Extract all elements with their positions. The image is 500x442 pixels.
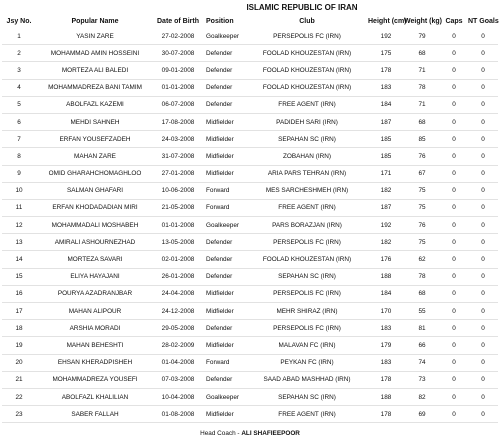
cell-jsy: 4 [2, 79, 36, 96]
cell-weight: 78 [404, 268, 440, 285]
cell-name: MOHAMMADREZA BANI TAMIM [36, 79, 154, 96]
cell-name: ABOLFAZL KAZEMI [36, 96, 154, 113]
cell-position: Forward [202, 199, 246, 216]
cell-nt-goals: 0 [468, 285, 498, 302]
cell-name: OMID GHARAHCHOMAGHLOO [36, 165, 154, 182]
cell-caps: 0 [440, 148, 468, 165]
cell-weight: 74 [404, 354, 440, 371]
cell-height: 183 [368, 320, 404, 337]
cell-club: MEHR SHIRAZ (IRN) [246, 303, 368, 320]
cell-position: Midfielder [202, 148, 246, 165]
cell-name: ERFAN YOUSEFZADEH [36, 131, 154, 148]
cell-height: 182 [368, 234, 404, 251]
cell-height: 192 [368, 217, 404, 234]
cell-position: Midfielder [202, 165, 246, 182]
cell-caps: 0 [440, 62, 468, 79]
cell-height: 188 [368, 268, 404, 285]
cell-dob: 26-01-2008 [154, 268, 202, 285]
cell-club: PERSEPOLIS FC (IRN) [246, 234, 368, 251]
table-row [2, 303, 498, 320]
cell-caps: 0 [440, 388, 468, 405]
cell-name: MEHDI SAHNEH [36, 113, 154, 130]
cell-nt-goals: 0 [468, 251, 498, 268]
cell-nt-goals: 0 [468, 217, 498, 234]
cell-caps: 0 [440, 131, 468, 148]
cell-weight: 68 [404, 45, 440, 62]
cell-dob: 31-07-2008 [154, 148, 202, 165]
cell-name: YASIN ZARE [36, 28, 154, 45]
cell-nt-goals: 0 [468, 62, 498, 79]
cell-club: FOOLAD KHOUZESTAN (IRN) [246, 79, 368, 96]
table-header-row [2, 14, 498, 28]
table-row [2, 182, 498, 199]
cell-position: Goalkeeper [202, 217, 246, 234]
cell-nt-goals: 0 [468, 165, 498, 182]
cell-jsy: 18 [2, 320, 36, 337]
cell-jsy: 21 [2, 371, 36, 388]
cell-dob: 06-07-2008 [154, 96, 202, 113]
cell-name: AMIRALI ASHOURNEZHAD [36, 234, 154, 251]
head-coach-line [2, 428, 498, 440]
cell-nt-goals: 0 [468, 28, 498, 45]
header-name: Popular Name [71, 17, 119, 25]
cell-nt-goals: 0 [468, 406, 498, 423]
cell-dob: 30-07-2008 [154, 45, 202, 62]
table-row [2, 406, 498, 423]
cell-nt-goals: 0 [468, 148, 498, 165]
cell-caps: 0 [440, 371, 468, 388]
cell-height: 187 [368, 199, 404, 216]
cell-position: Defender [202, 45, 246, 62]
cell-dob: 10-04-2008 [154, 388, 202, 405]
cell-club: PEYKAN FC (IRN) [246, 354, 368, 371]
cell-club: SEPAHAN SC (IRN) [246, 388, 368, 405]
cell-position: Midfielder [202, 285, 246, 302]
table-row [2, 28, 498, 45]
table-row [2, 113, 498, 130]
cell-jsy: 13 [2, 234, 36, 251]
cell-name: MORTEZA ALI BALEDI [36, 62, 154, 79]
cell-weight: 69 [404, 406, 440, 423]
cell-nt-goals: 0 [468, 337, 498, 354]
cell-position: Defender [202, 79, 246, 96]
cell-weight: 68 [404, 285, 440, 302]
cell-position: Goalkeeper [202, 388, 246, 405]
cell-jsy: 6 [2, 113, 36, 130]
cell-height: 179 [368, 337, 404, 354]
cell-dob: 01-08-2008 [154, 406, 202, 423]
cell-club: PERSEPOLIS FC (IRN) [246, 285, 368, 302]
cell-jsy: 7 [2, 131, 36, 148]
cell-jsy: 14 [2, 251, 36, 268]
table-row [2, 199, 498, 216]
cell-weight: 71 [404, 62, 440, 79]
cell-jsy: 10 [2, 182, 36, 199]
cell-name: ERFAN KHODADADIAN MIRI [36, 199, 154, 216]
cell-weight: 75 [404, 199, 440, 216]
cell-club: PADIDEH SARI (IRN) [246, 113, 368, 130]
cell-dob: 27-02-2008 [154, 28, 202, 45]
cell-nt-goals: 0 [468, 388, 498, 405]
cell-dob: 27-01-2008 [154, 165, 202, 182]
cell-weight: 71 [404, 96, 440, 113]
table-row [2, 148, 498, 165]
cell-caps: 0 [440, 79, 468, 96]
cell-position: Forward [202, 354, 246, 371]
cell-position: Midfielder [202, 337, 246, 354]
cell-position: Defender [202, 62, 246, 79]
table-row [2, 234, 498, 251]
cell-position: Midfielder [202, 303, 246, 320]
cell-nt-goals: 0 [468, 320, 498, 337]
cell-nt-goals: 0 [468, 45, 498, 62]
cell-nt-goals: 0 [468, 234, 498, 251]
cell-position: Goalkeeper [202, 28, 246, 45]
table-row [2, 79, 498, 96]
cell-club: SAAD ABAD MASHHAD (IRN) [246, 371, 368, 388]
cell-caps: 0 [440, 354, 468, 371]
cell-name: MOHAMMADREZA YOUSEFI [36, 371, 154, 388]
cell-name: ELIYA HAYAJANI [36, 268, 154, 285]
cell-weight: 55 [404, 303, 440, 320]
cell-dob: 24-03-2008 [154, 131, 202, 148]
cell-jsy: 2 [2, 45, 36, 62]
cell-nt-goals: 0 [468, 182, 498, 199]
table-row [2, 285, 498, 302]
cell-height: 192 [368, 28, 404, 45]
cell-caps: 0 [440, 199, 468, 216]
head-coach-label: Head Coach - [200, 430, 240, 438]
cell-dob: 13-05-2008 [154, 234, 202, 251]
cell-height: 187 [368, 113, 404, 130]
cell-position: Defender [202, 320, 246, 337]
cell-height: 171 [368, 165, 404, 182]
cell-dob: 02-01-2008 [154, 251, 202, 268]
cell-club: MES SARCHESHMEH (IRN) [246, 182, 368, 199]
cell-jsy: 1 [2, 28, 36, 45]
cell-caps: 0 [440, 182, 468, 199]
cell-name: MOHAMMAD AMIN HOSSEINI [36, 45, 154, 62]
cell-jsy: 17 [2, 303, 36, 320]
cell-jsy: 9 [2, 165, 36, 182]
cell-weight: 62 [404, 251, 440, 268]
squad-table-body [2, 28, 498, 423]
cell-nt-goals: 0 [468, 199, 498, 216]
cell-caps: 0 [440, 234, 468, 251]
cell-dob: 17-08-2008 [154, 113, 202, 130]
cell-weight: 82 [404, 388, 440, 405]
cell-position: Midfielder [202, 406, 246, 423]
table-row [2, 268, 498, 285]
squad-list-document [2, 2, 498, 438]
cell-dob: 10-06-2008 [154, 182, 202, 199]
table-row [2, 354, 498, 371]
cell-caps: 0 [440, 268, 468, 285]
header-weight: Weight (kg) [404, 17, 442, 25]
cell-nt-goals: 0 [468, 354, 498, 371]
cell-caps: 0 [440, 165, 468, 182]
cell-weight: 79 [404, 28, 440, 45]
header-club: Club [299, 17, 315, 25]
cell-caps: 0 [440, 251, 468, 268]
cell-name: MORTEZA SAVARI [36, 251, 154, 268]
cell-jsy: 11 [2, 199, 36, 216]
country-title: ISLAMIC REPUBLIC OF IRAN [246, 3, 358, 12]
cell-club: FREE AGENT (IRN) [246, 96, 368, 113]
cell-nt-goals: 0 [468, 96, 498, 113]
cell-height: 188 [368, 388, 404, 405]
cell-club: FOOLAD KHOUZESTAN (IRN) [246, 62, 368, 79]
cell-nt-goals: 0 [468, 371, 498, 388]
cell-dob: 07-03-2008 [154, 371, 202, 388]
cell-dob: 24-04-2008 [154, 285, 202, 302]
table-row [2, 251, 498, 268]
cell-position: Midfielder [202, 131, 246, 148]
cell-height: 170 [368, 303, 404, 320]
cell-club: PARS BORAZJAN (IRN) [246, 217, 368, 234]
header-position: Position [206, 17, 234, 25]
cell-jsy: 19 [2, 337, 36, 354]
cell-position: Midfielder [202, 113, 246, 130]
cell-dob: 09-01-2008 [154, 62, 202, 79]
cell-weight: 67 [404, 165, 440, 182]
cell-dob: 01-01-2008 [154, 79, 202, 96]
cell-jsy: 8 [2, 148, 36, 165]
cell-club: FOOLAD KHOUZESTAN (IRN) [246, 251, 368, 268]
cell-weight: 78 [404, 79, 440, 96]
cell-jsy: 5 [2, 96, 36, 113]
cell-dob: 21-05-2008 [154, 199, 202, 216]
cell-position: Defender [202, 251, 246, 268]
cell-name: POURYA AZADRANJBAR [36, 285, 154, 302]
cell-club: PERSEPOLIS FC (IRN) [246, 28, 368, 45]
cell-dob: 28-02-2009 [154, 337, 202, 354]
cell-nt-goals: 0 [468, 79, 498, 96]
cell-position: Forward [202, 182, 246, 199]
cell-club: FREE AGENT (IRN) [246, 199, 368, 216]
cell-jsy: 12 [2, 217, 36, 234]
cell-caps: 0 [440, 28, 468, 45]
cell-dob: 24-12-2008 [154, 303, 202, 320]
cell-name: ABOLFAZL KHALILIAN [36, 388, 154, 405]
table-row [2, 337, 498, 354]
cell-jsy: 20 [2, 354, 36, 371]
head-coach-name: ALI SHAFIEEPOOR [241, 430, 300, 438]
cell-height: 184 [368, 96, 404, 113]
cell-jsy: 15 [2, 268, 36, 285]
cell-position: Defender [202, 371, 246, 388]
cell-caps: 0 [440, 96, 468, 113]
cell-name: SABER FALLAH [36, 406, 154, 423]
cell-dob: 01-04-2008 [154, 354, 202, 371]
header-caps: Caps [445, 17, 463, 25]
header-nt-goals: NT Goals [468, 17, 499, 25]
cell-dob: 29-05-2008 [154, 320, 202, 337]
cell-club: ZOBAHAN (IRN) [246, 148, 368, 165]
table-row [2, 131, 498, 148]
cell-caps: 0 [440, 303, 468, 320]
cell-height: 178 [368, 371, 404, 388]
cell-caps: 0 [440, 320, 468, 337]
header-jsy: Jsy No. [6, 17, 32, 25]
cell-height: 185 [368, 131, 404, 148]
cell-weight: 75 [404, 234, 440, 251]
cell-name: MAHAN ZARE [36, 148, 154, 165]
cell-caps: 0 [440, 45, 468, 62]
cell-dob: 01-01-2008 [154, 217, 202, 234]
cell-jsy: 3 [2, 62, 36, 79]
table-row [2, 320, 498, 337]
cell-nt-goals: 0 [468, 131, 498, 148]
header-height: Height (cm) [368, 17, 407, 25]
cell-height: 178 [368, 406, 404, 423]
cell-club: FOOLAD KHOUZESTAN (IRN) [246, 45, 368, 62]
header-dob: Date of Birth [157, 17, 199, 25]
cell-weight: 66 [404, 337, 440, 354]
cell-weight: 85 [404, 131, 440, 148]
cell-jsy: 16 [2, 285, 36, 302]
table-row [2, 371, 498, 388]
cell-name: MAHAN BEHESHTI [36, 337, 154, 354]
cell-weight: 76 [404, 148, 440, 165]
cell-height: 175 [368, 45, 404, 62]
table-row [2, 62, 498, 79]
cell-name: MAHAN ALIPOUR [36, 303, 154, 320]
table-row [2, 388, 498, 405]
cell-height: 184 [368, 285, 404, 302]
table-row [2, 165, 498, 182]
cell-height: 182 [368, 182, 404, 199]
cell-club: FREE AGENT (IRN) [246, 406, 368, 423]
cell-jsy: 23 [2, 406, 36, 423]
cell-club: ARIA PARS TEHRAN (IRN) [246, 165, 368, 182]
cell-position: Defender [202, 268, 246, 285]
cell-weight: 76 [404, 217, 440, 234]
cell-position: Defender [202, 234, 246, 251]
cell-height: 185 [368, 148, 404, 165]
cell-nt-goals: 0 [468, 303, 498, 320]
cell-caps: 0 [440, 285, 468, 302]
cell-height: 176 [368, 251, 404, 268]
cell-name: EHSAN KHERADPISHEH [36, 354, 154, 371]
cell-height: 178 [368, 62, 404, 79]
cell-jsy: 22 [2, 388, 36, 405]
cell-name: SALMAN GHAFARI [36, 182, 154, 199]
cell-club: SEPAHAN SC (IRN) [246, 268, 368, 285]
cell-name: ARSHIA MORADI [36, 320, 154, 337]
table-row [2, 217, 498, 234]
cell-nt-goals: 0 [468, 113, 498, 130]
cell-caps: 0 [440, 113, 468, 130]
cell-weight: 73 [404, 371, 440, 388]
cell-height: 183 [368, 354, 404, 371]
cell-name: MOHAMMADALI MOSHABEH [36, 217, 154, 234]
squad-table [2, 14, 498, 423]
table-row [2, 96, 498, 113]
cell-club: MALAVAN FC (IRN) [246, 337, 368, 354]
cell-position: Defender [202, 96, 246, 113]
cell-nt-goals: 0 [468, 268, 498, 285]
cell-weight: 81 [404, 320, 440, 337]
cell-weight: 68 [404, 113, 440, 130]
cell-caps: 0 [440, 217, 468, 234]
cell-caps: 0 [440, 337, 468, 354]
cell-height: 183 [368, 79, 404, 96]
cell-weight: 75 [404, 182, 440, 199]
cell-club: SEPAHAN SC (IRN) [246, 131, 368, 148]
table-row [2, 45, 498, 62]
cell-club: PERSEPOLIS FC (IRN) [246, 320, 368, 337]
cell-caps: 0 [440, 406, 468, 423]
